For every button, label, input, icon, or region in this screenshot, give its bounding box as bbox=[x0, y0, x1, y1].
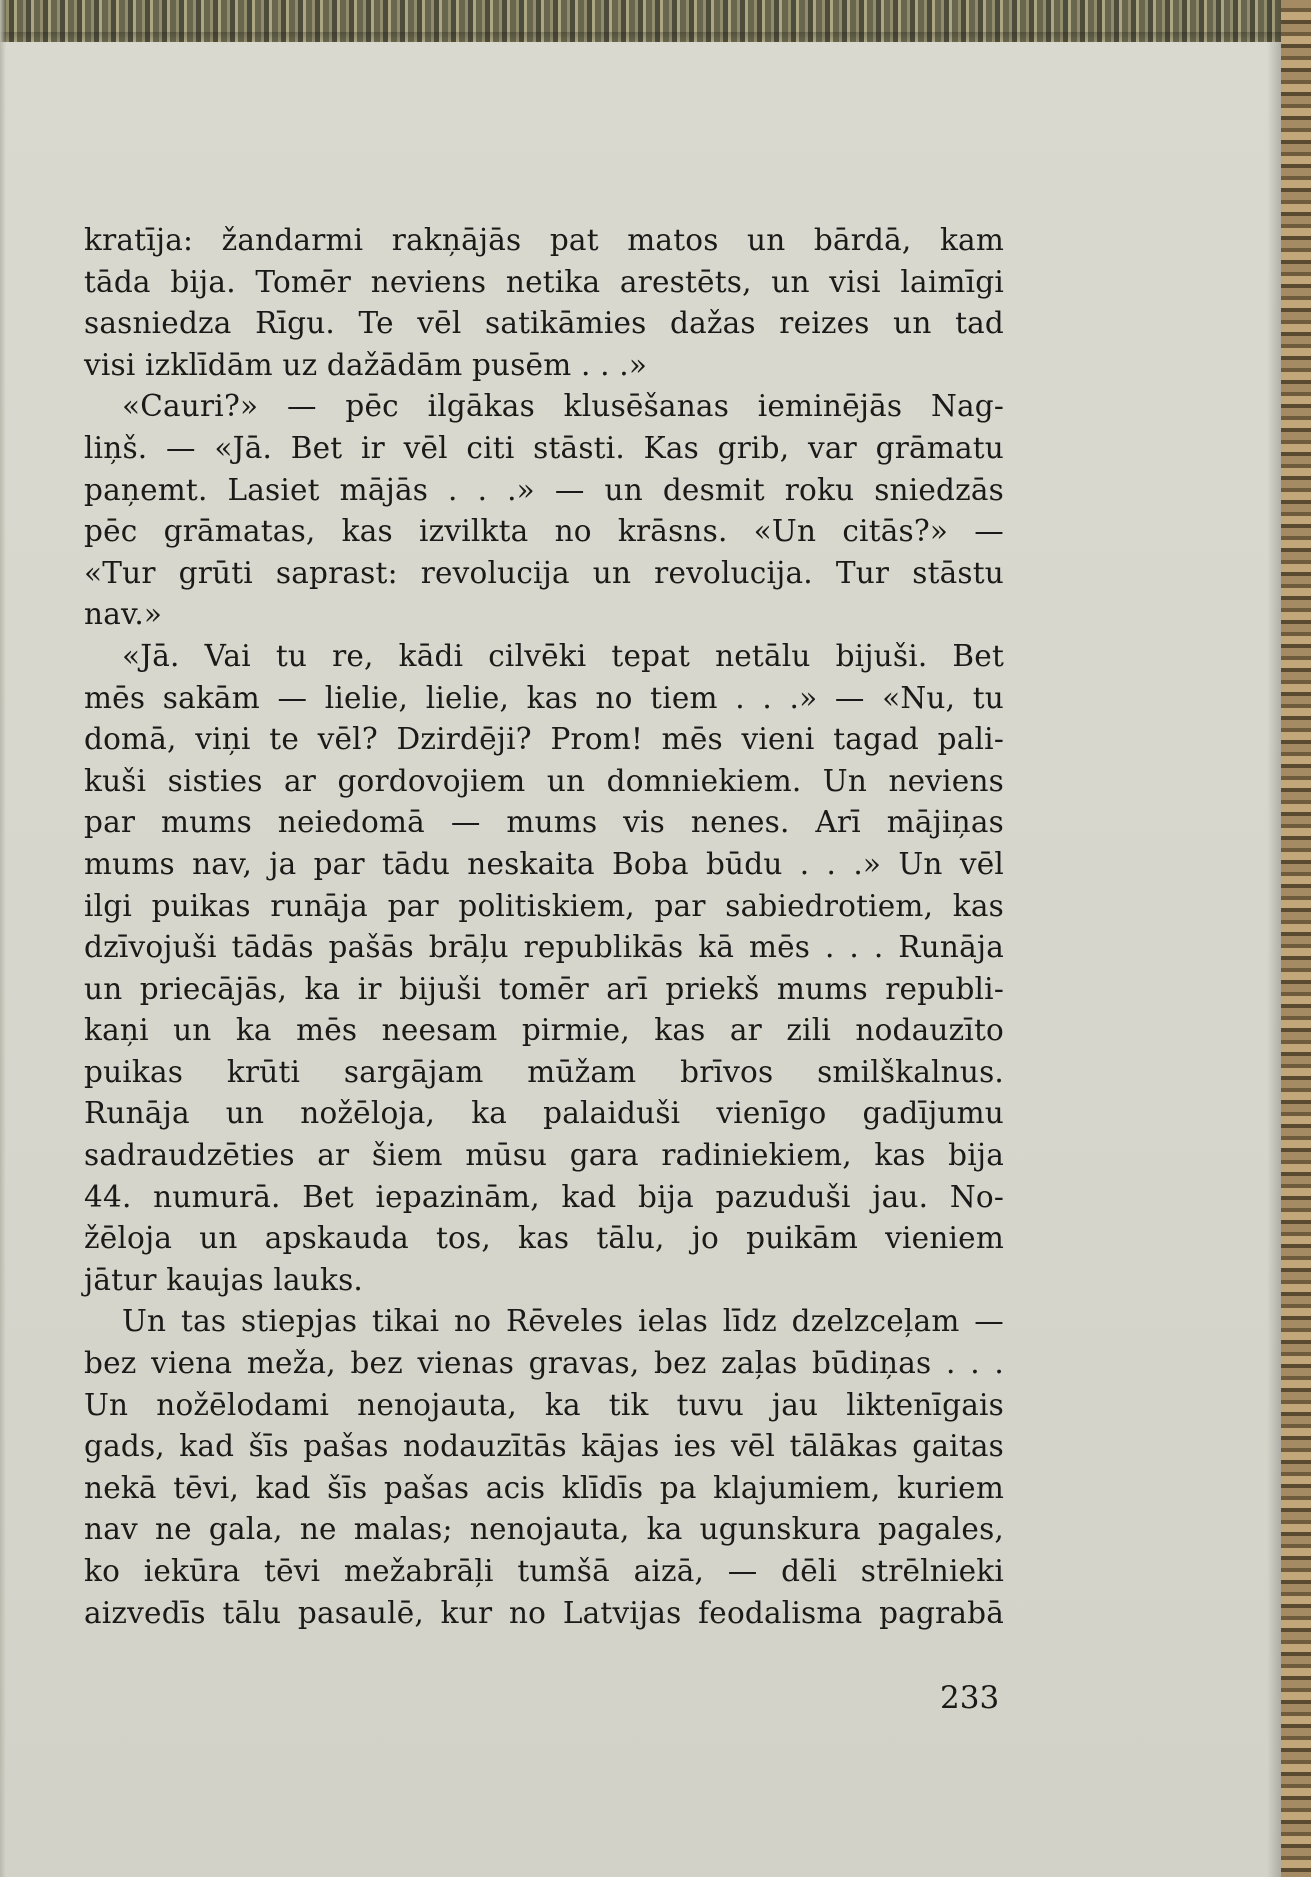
text-line: sasniedza Rīgu. Te vēl satikāmies dažas reizes un tad bbox=[84, 306, 1004, 341]
text-line: sadraudzēties ar šiem mūsu gara radiniekiem, kas bija bbox=[84, 1138, 1004, 1173]
page-left-shadow bbox=[0, 0, 6, 1877]
text-line: kaņi un ka mēs neesam pirmie, kas ar zili nodauzīto bbox=[84, 1013, 1004, 1048]
page-body-text bbox=[84, 220, 1004, 1634]
text-line: puikas krūti sargājam mūžam brīvos smilškalnus. bbox=[84, 1054, 1004, 1089]
text-line: un priecājās, ka ir bijuši tomēr arī priekš mums republi- bbox=[84, 971, 1004, 1006]
text-line: nav.» bbox=[84, 597, 163, 632]
text-line: Un tas stiepjas tikai no Rēveles ielas līdz dzelzceļam — bbox=[122, 1304, 1004, 1339]
text-line: nav ne gala, ne malas; nenojauta, ka ugunskura pagales, bbox=[84, 1512, 1004, 1547]
text-line: dzīvojuši tādās pašās brāļu republikās kā mēs . . . Runāja bbox=[84, 930, 1004, 965]
text-line: tāda bija. Tomēr neviens netika arestēts, un visi laimīgi bbox=[84, 264, 1004, 299]
text-line: gads, kad šīs pašas nodauzītās kājas ies vēl tālākas gaitas bbox=[84, 1429, 1004, 1464]
text-line: kuši sisties ar gordovojiem un domniekiem. Un neviens bbox=[84, 763, 1004, 798]
text-line: visi izklīdām uz dažādām pusēm . . .» bbox=[84, 347, 648, 382]
page-top-binding-edge bbox=[0, 0, 1311, 42]
text-line: žēloja un apskauda tos, kas tālu, jo puikām vieniem bbox=[84, 1221, 1004, 1256]
text-line: kratīja: žandarmi rakņājās pat matos un bārdā, kam bbox=[84, 223, 1004, 257]
text-line: bez viena meža, bez vienas gravas, bez zaļas būdiņas . . . bbox=[84, 1346, 1004, 1381]
text-line: mums nav, ja par tādu neskaita Boba būdu . . .» Un vēl bbox=[84, 846, 1004, 881]
text-line: 44. numurā. Bet iepazinām, kad bija pazuduši jau. No- bbox=[84, 1179, 1004, 1214]
text-line: par mums neiedomā — mums vis nenes. Arī mājiņas bbox=[84, 805, 1004, 840]
text-line: pēc grāmatas, kas izvilkta no krāsns. «Un citās?» — bbox=[84, 514, 1004, 549]
text-line: «Jā. Vai tu re, kādi cilvēki tepat netālu bijuši. Bet bbox=[122, 638, 1004, 673]
text-line: Un nožēlodami nenojauta, ka tik tuvu jau liktenīgais bbox=[84, 1387, 1004, 1422]
text-line: liņš. — «Jā. Bet ir vēl citi stāsti. Kas grib, var grāmatu bbox=[84, 430, 1004, 465]
text-line: mēs sakām — lielie, lielie, kas no tiem . . .» — «Nu, tu bbox=[84, 680, 1004, 715]
text-line: «Tur grūti saprast: revolucija un revolucija. Tur stāstu bbox=[84, 555, 1004, 590]
text-line: Runāja un nožēloja, ka palaiduši vienīgo gadījumu bbox=[84, 1096, 1004, 1131]
text-line: ko iekūra tēvi mežabrāļi tumšā aizā, — dēli strēlnieki bbox=[84, 1554, 1004, 1588]
text-line: domā, viņi te vēl? Dzirdēji? Prom! mēs vieni tagad pali- bbox=[84, 722, 1004, 757]
text-line: jātur kaujas lauks. bbox=[84, 1262, 363, 1297]
text-line: paņemt. Lasiet mājās . . .» — un desmit roku sniedzās bbox=[84, 472, 1004, 507]
text-line: «Cauri?» — pēc ilgākas klusēšanas ieminējās Nag- bbox=[122, 389, 1004, 424]
book-right-edge bbox=[1281, 0, 1311, 1877]
page-number: 233 bbox=[940, 1680, 1000, 1716]
text-line: aizvedīs tālu pasaulē, kur no Latvijas feodalisma pagrabā bbox=[84, 1595, 1004, 1630]
text-line: nekā tēvi, kad šīs pašas acis klīdīs pa klajumiem, kuriem bbox=[84, 1470, 1004, 1505]
text-line: ilgi puikas runāja par politiskiem, par sabiedrotiem, kas bbox=[84, 888, 1004, 923]
